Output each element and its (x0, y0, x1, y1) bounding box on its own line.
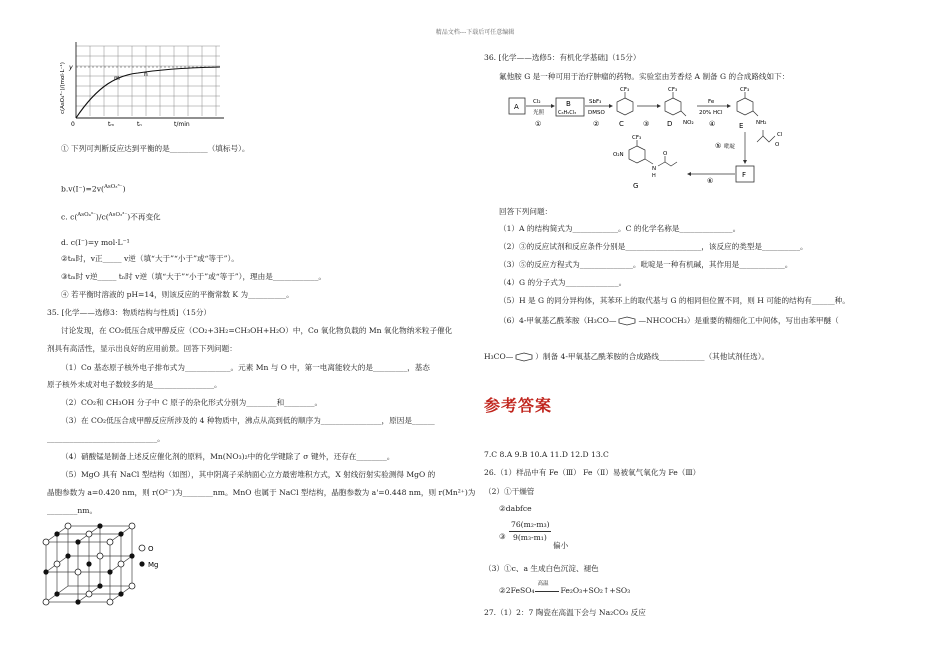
point-m-label: m (114, 75, 120, 82)
y-axis-label: c(AsO₄³⁻)/(mol·L⁻¹) (60, 62, 66, 114)
s36-q6-line1: （6）4-甲氧基乙酰苯胺（H₃CO— —NHCOCH₃）是重要的精细化工中间体，写出由苯甲醚（ (499, 316, 839, 325)
svg-text:SbF₃: SbF₃ (589, 99, 602, 105)
q1-option-d: d. c(I⁻)=y mol·L⁻¹ (61, 238, 130, 247)
s36-q6-line2: H₃CO— ）制备 4-甲氧基乙酰苯胺的合成路线____________（其他试剂任选）。 (484, 352, 770, 361)
benzene-ring-icon (616, 316, 638, 326)
compound-C: C (619, 120, 624, 128)
svg-text:20% HCl: 20% HCl (699, 110, 723, 116)
q3-text: ③tₘ时 v逆_____ tₙ时 v逆（填“大于”“小于”或“等于”），理由是____________。 (61, 272, 326, 281)
s36-q4: （4）G 的分子式为______________。 (499, 278, 627, 287)
compound-E: E (739, 122, 744, 130)
svg-text:H: H (652, 173, 656, 179)
compound-G: G (633, 182, 639, 190)
compound-D: D (667, 120, 673, 128)
svg-text:④: ④ (709, 120, 716, 128)
q1-text: ① 下列可判断反应达到平衡的是__________（填标号）。 (61, 144, 250, 153)
svg-text:O: O (775, 142, 780, 148)
svg-text:Cl₂: Cl₂ (533, 99, 541, 105)
answer-line-6: （3）①c、a 生成白色沉淀、褪色 (484, 564, 599, 573)
svg-text:CF₃: CF₃ (740, 87, 750, 93)
concentration-curve (76, 67, 220, 118)
s35-q5-line2: 晶胞参数为 a=0.420 nm，则 r(O²⁻)为________nm。MnO 也属于 NaCl 型结构，晶胞参数为 a'=0.448 nm，则 r(Mn²⁺)为 (47, 488, 476, 497)
svg-text:CF₃: CF₃ (632, 135, 642, 141)
svg-text:光照: 光照 (533, 110, 545, 116)
s35-q3-line2: _____________________________。 (47, 434, 165, 443)
s35-q1-line2: 原子核外未成对电子数较多的是________________。 (47, 380, 222, 389)
s36-q1: （1）A 的结构简式为____________。C 的化学名称是______________。 (499, 224, 741, 233)
svg-text:Fe: Fe (708, 99, 715, 105)
graph-grid (76, 46, 220, 116)
legend-mg-label: Mg (148, 561, 159, 569)
s35-q4: （4）硝酸锰是制备上述反应催化剂的原料，Mn(NO₃)₂中的化学键除了 σ 键外，还存在________。 (61, 452, 395, 461)
answer-line-4: ②dabfce (499, 504, 532, 513)
s35-q5-line3: ________nm。 (47, 506, 98, 515)
svg-text:NH₂: NH₂ (756, 120, 767, 126)
svg-text:吡啶: 吡啶 (724, 144, 736, 150)
q1-option-c: c. c($^{AsO_4^{3-}}$)/c($^{AsO_3^{3-}}$)不再变化 (61, 212, 161, 222)
q2-text: ②tₘ时，v正_____ v逆（填“大于”“小于”或“等于”）。 (61, 254, 239, 263)
answer-line-8: 27.（1）2：7 陶瓷在高温下会与 Na₂CO₃ 反应 (484, 608, 646, 617)
svg-text:⑥: ⑥ (707, 177, 714, 185)
s36-q5: （5）H 是 G 的同分异构体，其苯环上的取代基与 G 的相同但位置不同，则 H 可能的结构有______种。 (499, 296, 850, 305)
synthesis-scheme (505, 84, 795, 194)
s36-q2: （2）③的反应试剂和反应条件分别是____________________，该反应的类型是__________。 (499, 242, 808, 251)
s36-q3: （3）⑤的反应方程式为______________。吡啶是一种有机碱，其作用是____________。 (499, 260, 793, 269)
svg-text:CF₃: CF₃ (620, 87, 630, 93)
origin-label: 0 (71, 121, 75, 128)
answer-line-1: 7.C 8.A 9.B 10.A 11.D 12.D 13.C (484, 450, 609, 459)
answer-line-7: ②2FeSO₄ 高温 Fe₂O₃+SO₂↑+SO₃ (499, 581, 631, 595)
svg-text:C₆H₅Cl₃: C₆H₅Cl₃ (558, 110, 577, 116)
svg-text:CF₃: CF₃ (668, 87, 678, 93)
benzene-ring-icon (513, 352, 535, 362)
legend-o-label: O (148, 545, 154, 553)
x-axis-label: t/min (174, 121, 190, 128)
s36-ask: 回答下列问题： (499, 207, 553, 216)
answer-section-title: 参考答案 (484, 396, 553, 415)
svg-text:③: ③ (643, 120, 650, 128)
q1-option-b: b.v(I⁻)=2v($^{AsO_3^{3-}}$) (61, 184, 126, 194)
compound-A: A (514, 103, 519, 111)
svg-text:Cl: Cl (777, 132, 783, 138)
section-36-title: 36. [化学——选修5：有机化学基础]（15分） (484, 53, 641, 62)
concentration-time-graph (58, 40, 238, 135)
tm-label: tₘ (108, 121, 115, 128)
s35-intro-1: 讨论发现，在 CO₂低压合成甲醇反应（CO₂+3H₂=CH₃OH+H₂O）中，Co 氧化物负载的 Mn 氧化物纳米粒子催化 (61, 326, 453, 335)
s35-q5-line1: （5）MgO 具有 NaCl 型结构（如图），其中阴离子采纳面心立方最密堆积方式，X 射线衍射实验测得 MgO 的 (61, 470, 436, 479)
y-tick: y (69, 63, 73, 71)
q4-text: ④ 若平衡时溶液的 pH=14，则该反应的平衡常数 K 为__________。 (61, 290, 294, 299)
s35-intro-2: 剂具有高活性，显示出良好的应用前景。回答下列问题： (47, 344, 237, 353)
s35-q3-line1: （3）在 CO₂低压合成甲醇反应所涉及的 4 种物质中，沸点从高到低的顺序为________________，原因是______ (61, 416, 435, 425)
svg-text:⑤: ⑤ (715, 142, 722, 150)
svg-text:②: ② (593, 120, 600, 128)
page-header: 精品文档---下载后可任意编辑 (435, 29, 515, 36)
svg-text:①: ① (535, 120, 542, 128)
svg-text:N: N (652, 166, 657, 172)
svg-text:O: O (663, 151, 668, 157)
svg-text:NO₂: NO₂ (683, 120, 694, 126)
point-n-label: n (144, 71, 148, 78)
s35-q2: （2）CO₂和 CH₃OH 分子中 C 原子的杂化形式分别为________和________。 (61, 398, 323, 407)
compound-B: B (566, 100, 571, 108)
svg-text:O₂N: O₂N (613, 152, 624, 158)
tn-label: tₙ (137, 121, 142, 128)
nacl-crystal-lattice (40, 520, 180, 610)
answer-line-2: 26.（1）样品中有 Fe（Ⅲ） Fe（Ⅱ）易被氧气氧化为 Fe（Ⅲ） (484, 468, 701, 477)
s36-intro: 氟他胺 G 是一种可用于治疗肿瘤的药物。实验室由芳香烃 A 制备 G 的合成路线如下： (499, 72, 790, 81)
compound-F: F (742, 171, 747, 179)
s35-q1-line1: （1）Co 基态原子核外电子排布式为____________。元素 Mn 与 O 中，第一电离能较大的是_________，基态 (61, 363, 430, 372)
svg-text:DMSO: DMSO (588, 110, 605, 116)
answer-line-3: （2）①干燥管 (484, 487, 535, 496)
section-35-title: 35. [化学——选修3：物质结构与性质]（15分） (47, 308, 212, 317)
